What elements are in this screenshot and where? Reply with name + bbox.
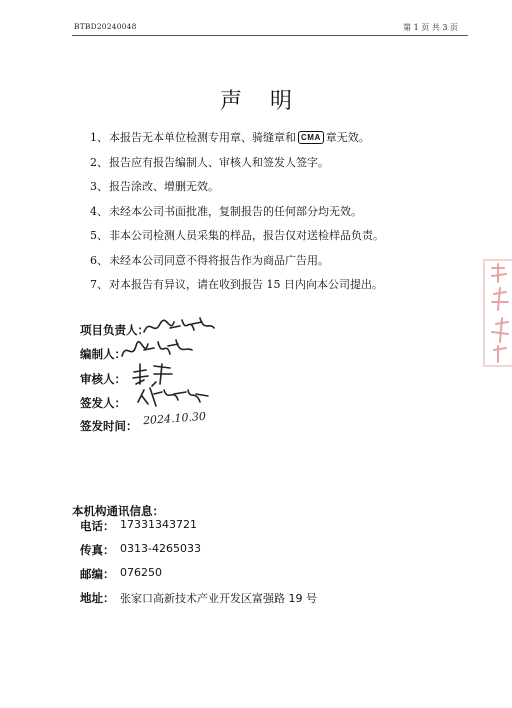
project-lead-label: 项目负责人： bbox=[80, 325, 149, 337]
statement-item-4 bbox=[90, 199, 470, 224]
issue-date-label: 签发时间： bbox=[80, 421, 138, 433]
compiler-label: 编制人： bbox=[80, 349, 126, 361]
statement-text: 未经本公司书面批准，复制报告的任何部分均无效。 bbox=[109, 204, 362, 218]
statement-item-6 bbox=[90, 248, 470, 273]
statement-number: 3、 bbox=[90, 180, 108, 194]
statement-number: 2、 bbox=[90, 155, 108, 169]
statement-number: 5、 bbox=[90, 229, 108, 243]
statement-item-3 bbox=[90, 174, 470, 199]
statement-text: 对本报告有异议，请在收到报告 15 日内向本公司提出。 bbox=[109, 278, 383, 292]
header-divider bbox=[72, 35, 468, 36]
statement-item-5 bbox=[90, 223, 470, 248]
issuer-signature bbox=[134, 384, 214, 410]
page-indicator: 第 1 页 共 3 页 bbox=[403, 23, 458, 32]
issue-date-handwritten: 2024.10.30 bbox=[142, 409, 207, 428]
cma-mark-icon: CMA bbox=[298, 131, 324, 144]
statement-number: 7、 bbox=[90, 278, 108, 292]
page-title: 声明 bbox=[219, 89, 320, 114]
fax-value: 0313-4265033 bbox=[120, 542, 201, 555]
statement-text: 本报告无本单位检测专用章、骑缝章和 bbox=[109, 131, 296, 145]
statement-number: 4、 bbox=[90, 204, 108, 218]
postcode-value: 076250 bbox=[120, 566, 162, 579]
statement-text: 报告应有报告编制人、审核人和签发人签字。 bbox=[109, 155, 329, 169]
contact-heading: 本机构通讯信息： bbox=[72, 506, 164, 518]
postcode-label: 邮编： bbox=[80, 569, 115, 581]
statement-text: 非本公司检测人员采集的样品，报告仅对送检样品负责。 bbox=[109, 229, 384, 243]
statement-text: 报告涂改、增删无效。 bbox=[109, 180, 219, 194]
address-value: 张家口高新技术产业开发区富强路 19 号 bbox=[120, 592, 317, 605]
address-label: 地址： bbox=[80, 593, 115, 605]
reviewer-label: 审核人： bbox=[80, 374, 126, 386]
phone-label: 电话： bbox=[80, 521, 115, 533]
statement-list bbox=[90, 125, 470, 297]
statement-item-7 bbox=[90, 272, 470, 297]
statement-text: 未经本公司同意不得将报告作为商品广告用。 bbox=[109, 253, 329, 267]
statement-item-1 bbox=[90, 125, 470, 150]
statement-number: 6、 bbox=[90, 253, 108, 267]
report-number: BTBD20240048 bbox=[74, 22, 137, 31]
compiler-signature bbox=[118, 336, 198, 362]
issuer-label: 签发人： bbox=[80, 398, 126, 410]
statement-text-end: 章无效。 bbox=[325, 131, 370, 145]
fax-label: 传真： bbox=[80, 545, 115, 557]
phone-value: 17331343721 bbox=[120, 518, 197, 531]
statement-item-2 bbox=[90, 150, 470, 175]
seal-stamp-icon bbox=[478, 258, 512, 368]
statement-number: 1、 bbox=[90, 131, 108, 145]
